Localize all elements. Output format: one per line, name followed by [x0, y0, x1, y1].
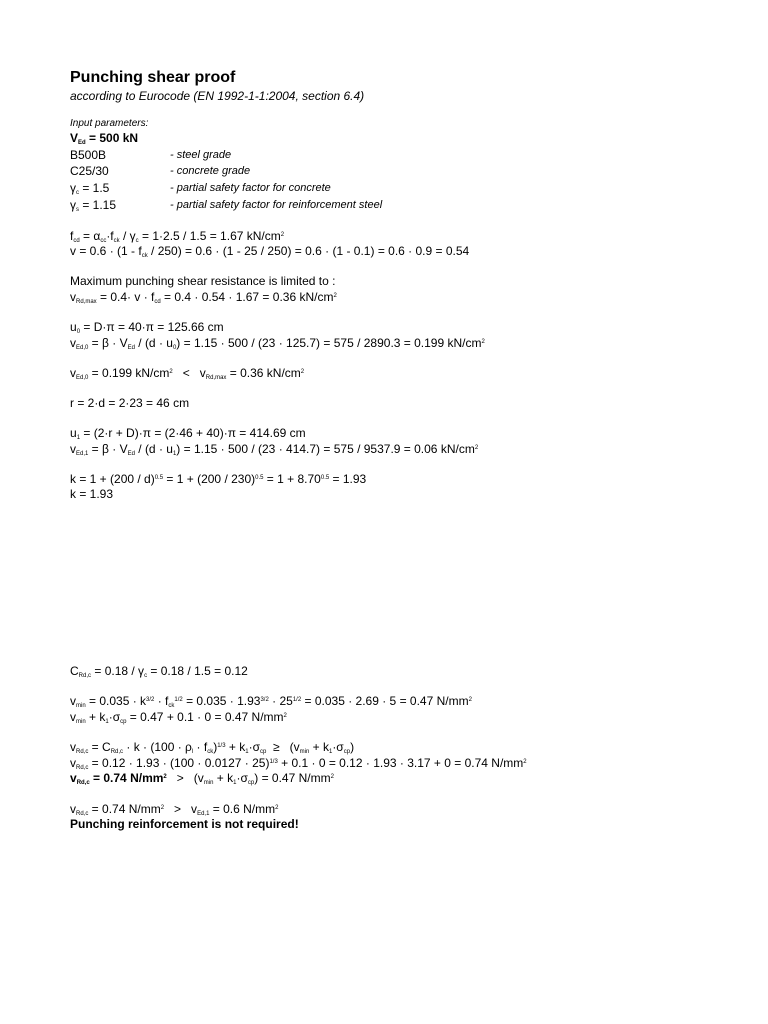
vmin-equation: $v_{min} = 0.035 \cdot k^{3/2} \cdot f_{ck}^{1/2} = 0.035 \cdot 1.93^{3/2} \cdot 25^{1/2} = 0.035 \cdot 2.69 \cdot 5 = 0.47$ $N/mm^2$ [70, 694, 472, 709]
u1-equation: $u_1 = (2\cdot r + D)\cdot\pi = (2\cdot 46 + 40)\cdot\pi = 414.69$ cm [70, 426, 306, 441]
max-resistance-text: Maximum punching shear resistance is limited to : [70, 274, 336, 288]
page-title: Punching shear proof [70, 69, 236, 86]
comparison-vEd0-vrdmax: $v_{Ed,0} = 0.199$ $kN/cm^2 < v_{Rd,max} = 0.36$ $kN/cm^2$ [70, 366, 305, 381]
k-result: k = 1.93 [70, 487, 114, 501]
conclusion-text: Punching reinforcement is not required! [70, 817, 299, 831]
crdc-equation: $C_{Rd,c} = 0.18 / \gamma_c = 0.18 / 1.5 = 0.12$ [70, 664, 248, 679]
vrdc-formula: $v_{Rd,c} = C_{Rd,c} \cdot k \cdot (100 \cdot \rho_l \cdot f_{ck})^{1/3} + k_1\cdot\sigma_{cp} \ge (v_{min} + k_1\cdot\sigma_{cp})$ [70, 740, 355, 755]
u0-equation: $u_0 = D\cdot\pi = 40\cdot\pi = 125.66$ cm [70, 320, 224, 335]
vEd-line: $V_{Ed} = 500$ kN [70, 131, 139, 146]
nu-equation: $v = 0.6 \cdot (1 - f_{ck} / 250) = 0.6 \cdot (1 - 25 / 250) = 0.6 \cdot (1 - 0.1) = 0.6 \cdot 0.9 = 0.54$ [70, 244, 470, 259]
k-equation: $k = 1 + (200 / d)^{0.5} = 1 + (200 / 230)^{0.5} = 1 + 8.70^{0.5} = 1.93$ [70, 472, 367, 486]
r-equation: r = 2·d = 2·23 = 46 cm [70, 396, 190, 410]
vEd0-equation: $v_{Ed,0} = \beta \cdot V_{Ed} / (d \cdot u_0) = 1.15 \cdot 500 / (23 \cdot 125.7) = 575 / 2890.3 = 0.199$ $kN/cm^2$ [70, 336, 485, 351]
vEd1-equation: $v_{Ed,1} = \beta \cdot V_{Ed} / (d \cdot u_1) = 1.15 \cdot 500 / (23 \cdot 414.7) = 575 / 9537.9 = 0.06$ $kN/cm^2$ [70, 442, 479, 457]
vrdc-result: $v_{Rd,c} = 0.74$ $N/mm^2 > (v_{min} + k_1\cdot\sigma_{cp}) = 0.47$ $N/mm^2$ [70, 771, 334, 786]
input-header: Input parameters: [70, 118, 149, 129]
final-comparison: $v_{Rd,c} = 0.74$ $N/mm^2 > v_{Ed,1} = 0.6$ $N/mm^2$ [70, 802, 279, 817]
vmin-plus-equation: $v_{min} + k_1\cdot\sigma_{cp} = 0.47 + 0.1 \cdot 0 = 0.47$ $N/mm^2$ [70, 710, 287, 725]
vrdmax-equation: $v_{Rd,max} = 0.4\cdot v \cdot f_{cd} = 0.4 \cdot 0.54 \cdot 1.67 = 0.36$ $kN/cm^2$ [70, 290, 337, 305]
page-subtitle: according to Eurocode (EN 1992-1-1:2004, section 6.4) [70, 89, 365, 103]
fcd-equation: $f_{cd} = \alpha_{cc}\cdot f_{ck} / \gamma_c = 1\cdot 2.5 / 1.5 = 1.67$ $kN/cm^2$ [70, 229, 285, 244]
vrdc-substitution: $v_{Rd,c} = 0.12 \cdot 1.93 \cdot (100 \cdot 0.0127 \cdot 25)^{1/3} + 0.1 \cdot 0 = 0.12 \cdot 1.93 \cdot 3.17 + 0 = 0.74$ $N/mm^2$ [70, 756, 527, 771]
